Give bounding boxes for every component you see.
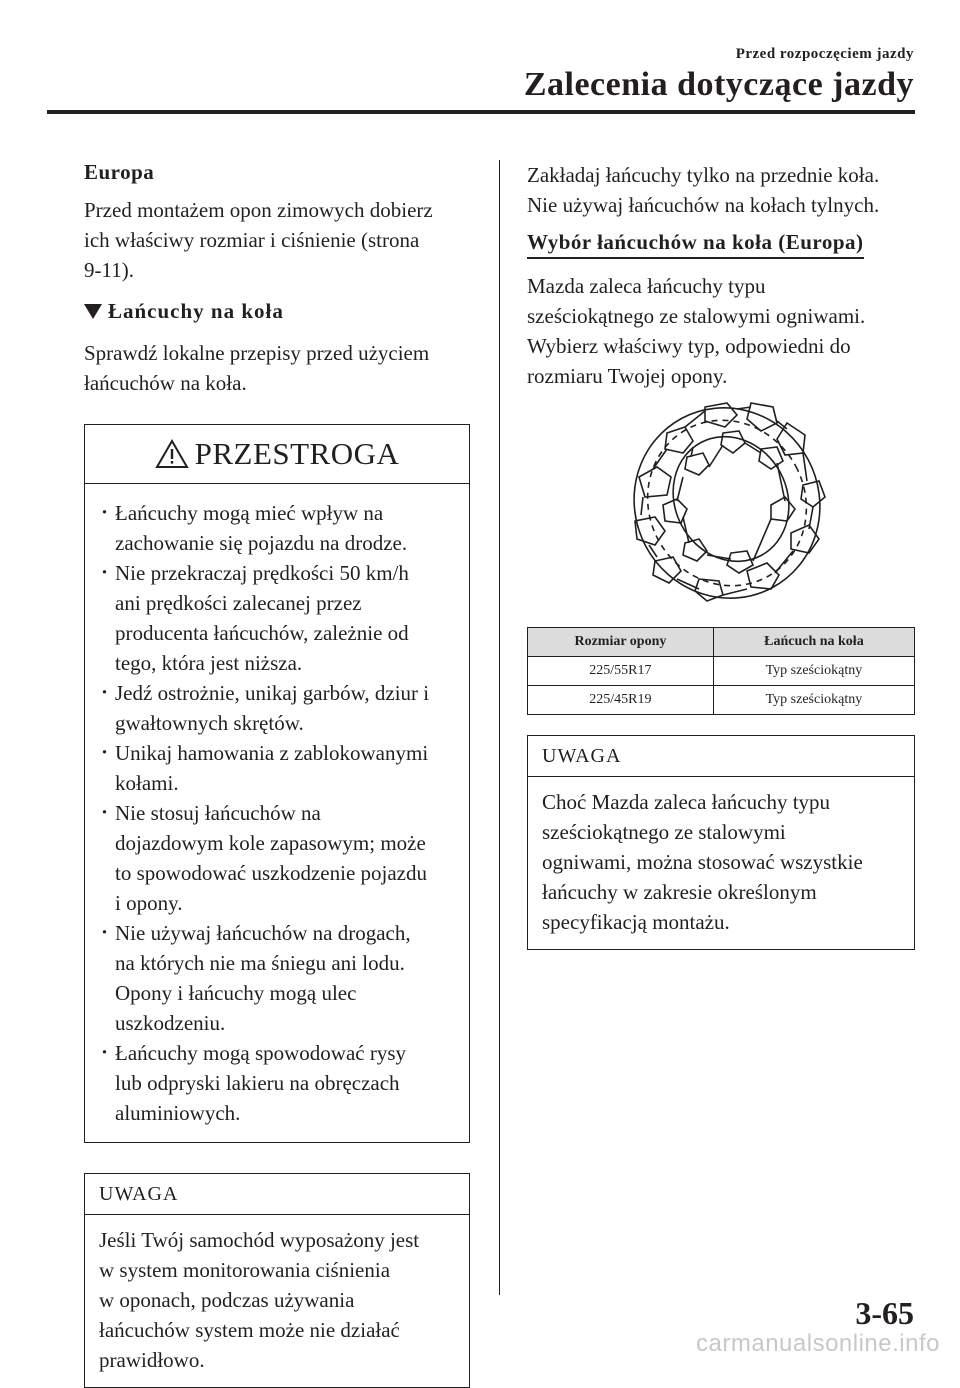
text-line: gwałtownych skrętów. bbox=[115, 711, 304, 735]
text-line: Zakładaj łańcuchy tylko na przednie koła. bbox=[527, 163, 880, 187]
text-line: Mazda zaleca łańcuchy typu bbox=[527, 274, 766, 298]
text-line: · Łańcuchy mogą spowodować rysy bbox=[115, 1041, 407, 1065]
text-line: w oponach, podczas używania bbox=[99, 1288, 355, 1312]
text-line: ich właściwy rozmiar i ciśnienie (strona bbox=[84, 228, 420, 252]
text-line: i opony. bbox=[115, 891, 183, 915]
subsection-heading: Wybór łańcuchów na koła (Europa) bbox=[527, 230, 864, 259]
section-label: Przed rozpoczęciem jazdy bbox=[735, 46, 914, 62]
text-line: Sprawdź lokalne przepisy przed użyciem bbox=[84, 341, 430, 365]
warning-triangle-icon bbox=[155, 439, 189, 469]
text-line: Opony i łańcuchy mogą ulec bbox=[115, 981, 357, 1005]
text-line: · Unikaj hamowania z zablokowanymi bbox=[115, 741, 429, 765]
section-title bbox=[84, 299, 474, 324]
text-line: lub odpryski lakieru na obręczach bbox=[115, 1071, 400, 1095]
text-line: · Nie używaj łańcuchów na drogach, bbox=[115, 921, 411, 945]
text-line: · Nie stosuj łańcuchów na bbox=[115, 801, 321, 825]
caution-item bbox=[101, 798, 457, 918]
note-title: UWAGA bbox=[528, 736, 914, 777]
note-box bbox=[84, 1173, 470, 1388]
note-title: UWAGA bbox=[85, 1174, 469, 1215]
table-header-row bbox=[528, 628, 915, 657]
caution-header bbox=[85, 425, 469, 484]
page-title: Zalecenia dotyczące jazdy bbox=[523, 66, 914, 103]
text-line: łańcuchów system może nie działać bbox=[99, 1318, 400, 1342]
caution-item bbox=[101, 1038, 457, 1128]
note-body bbox=[528, 777, 914, 949]
intro-paragraph bbox=[84, 195, 474, 285]
recommendation-paragraph bbox=[527, 271, 917, 391]
text-line: · Nie przekraczaj prędkości 50 km/h bbox=[115, 561, 409, 585]
text-line: producenta łańcuchów, zależnie od bbox=[115, 621, 409, 645]
left-column bbox=[84, 160, 474, 1388]
text-line: dojazdowym kole zapasowym; może bbox=[115, 831, 426, 855]
table-cell: 225/55R17 bbox=[528, 657, 714, 686]
caution-title: PRZESTROGA bbox=[194, 436, 400, 471]
text-line: aluminiowych. bbox=[115, 1101, 241, 1125]
note-body bbox=[85, 1215, 469, 1387]
table-cell: 225/45R19 bbox=[528, 686, 714, 715]
section-title-text: Łańcuchy na koła bbox=[108, 299, 284, 323]
text-line: Nie używaj łańcuchów na kołach tylnych. bbox=[527, 193, 880, 217]
text-line: uszkodzeniu. bbox=[115, 1011, 226, 1035]
header-rule bbox=[47, 110, 915, 114]
text-line: tego, która jest niższa. bbox=[115, 651, 303, 675]
text-line: Wybierz właściwy typ, odpowiedni do bbox=[527, 334, 851, 358]
text-line: w system monitorowania ciśnienia bbox=[99, 1258, 391, 1282]
text-line: łańcuchy w zakresie określonym bbox=[542, 880, 817, 904]
text-line: to spowodować uszkodzenie pojazdu bbox=[115, 861, 427, 885]
page-number: 3-65 bbox=[855, 1295, 914, 1331]
text-line: · Łańcuchy mogą mieć wpływ na bbox=[115, 501, 384, 525]
text-line: zachowanie się pojazdu na drodze. bbox=[115, 531, 408, 555]
caution-list bbox=[85, 484, 469, 1142]
table-cell: Typ sześciokątny bbox=[713, 686, 914, 715]
table-row bbox=[528, 657, 915, 686]
caution-item bbox=[101, 558, 457, 678]
text-line: na których nie ma śniegu ani lodu. bbox=[115, 951, 405, 975]
caution-item bbox=[101, 918, 457, 1038]
text-line: kołami. bbox=[115, 771, 179, 795]
text-line: 9-11). bbox=[84, 258, 134, 282]
text-line: specyfikacją montażu. bbox=[542, 910, 730, 934]
column-header: Rozmiar opony bbox=[528, 628, 714, 657]
text-line: · Jedź ostrożnie, unikaj garbów, dziur i bbox=[115, 681, 430, 705]
caution-item bbox=[101, 738, 457, 798]
column-header: Łańcuch na koła bbox=[713, 628, 914, 657]
text-line: rozmiaru Twojej opony. bbox=[527, 364, 728, 388]
text-line: prawidłowo. bbox=[99, 1348, 205, 1372]
text-line: Jeśli Twój samochód wyposażony jest bbox=[99, 1228, 420, 1252]
tire-chain-table bbox=[527, 627, 915, 715]
region-heading: Europa bbox=[84, 160, 155, 184]
text-line: łańcuchów na koła. bbox=[84, 371, 247, 395]
caution-item bbox=[101, 498, 457, 558]
triangle-marker-icon bbox=[84, 304, 102, 319]
tire-chain-illustration bbox=[627, 393, 827, 603]
right-column bbox=[527, 160, 917, 950]
column-divider bbox=[499, 160, 500, 1295]
text-line: sześciokątnego ze stalowymi bbox=[542, 820, 786, 844]
note-box bbox=[527, 735, 915, 950]
text-line: Choć Mazda zaleca łańcuchy typu bbox=[542, 790, 831, 814]
caution-item bbox=[101, 678, 457, 738]
check-paragraph bbox=[84, 338, 474, 398]
table-row bbox=[528, 686, 915, 715]
caution-box bbox=[84, 424, 470, 1143]
text-line: Przed montażem opon zimowych dobierz bbox=[84, 198, 433, 222]
text-line: ani prędkości zalecanej przez bbox=[115, 591, 362, 615]
text-line: ogniwami, można stosować wszystkie bbox=[542, 850, 863, 874]
watermark: carmanualsonline.info bbox=[696, 1330, 940, 1357]
table-cell: Typ sześciokątny bbox=[713, 657, 914, 686]
text-line: sześciokątnego ze stalowymi ogniwami. bbox=[527, 304, 866, 328]
front-wheels-paragraph bbox=[527, 160, 917, 220]
